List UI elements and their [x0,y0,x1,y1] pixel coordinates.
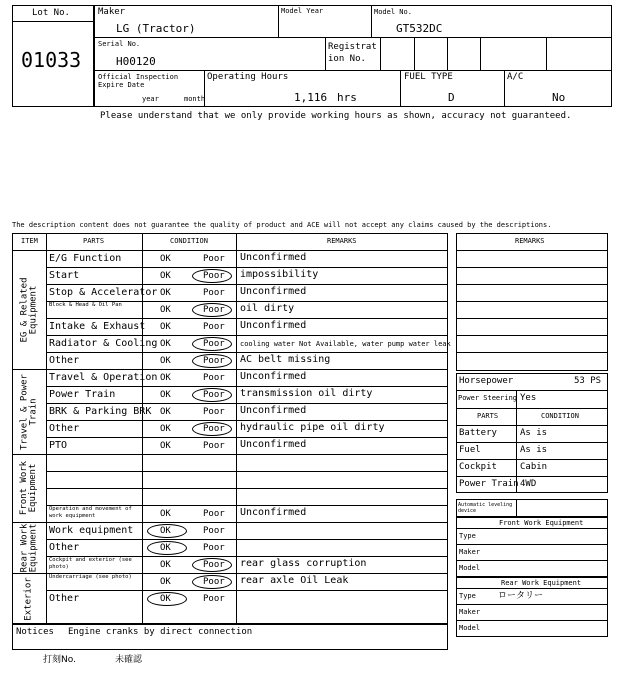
rear-type-value: ロータリー [498,591,544,601]
month-label: month [184,95,206,103]
part-label: Travel & Operation [49,372,158,383]
circle-ok-mark [147,524,187,538]
remark-text: cooling water Not Available, water pump water leak [240,340,451,348]
part-label: Other [49,542,80,553]
condition-ok: OK [160,254,171,264]
circle-ok-mark [147,592,187,606]
battery-value: As is [520,428,548,438]
condition-poor: Poor [203,339,225,349]
model-no-label: Model No. [374,8,412,16]
table-row [46,318,448,335]
year-label: year [142,95,159,103]
table-row [46,267,448,284]
condition-poor: Poor [203,373,225,383]
condition-ok: OK [160,543,171,553]
condition-poor: Poor [203,390,225,400]
condition-poor: Poor [203,356,225,366]
stamp-value: 未確認 [115,655,143,665]
condition-ok: OK [160,441,171,451]
fuel-type-value: D [448,91,455,104]
part-label: Other [49,423,80,434]
condition-poor: Poor [203,322,225,332]
hours-note: Please understand that we only provide working hours as shown, accuracy not guaranteed. [100,111,572,121]
condition-ok: OK [160,322,171,332]
condition-ok: OK [160,390,171,400]
circle-ok-mark [147,541,187,555]
table-row [46,437,448,454]
circle-poor-mark [192,575,232,589]
part-label: Other [49,593,80,604]
power-steering-value: Yes [520,393,537,403]
remark-text: Unconfirmed [240,286,307,297]
circle-poor-mark [192,558,232,572]
registration-label: Registration No. [328,42,377,64]
header-parts: PARTS [83,237,105,245]
condition-poor: Poor [203,509,225,519]
horsepower-value: 53 PS [574,376,602,386]
model-no-value: GT532DC [396,22,443,35]
condition-ok: OK [160,356,171,366]
remark-text: Unconfirmed [240,320,307,331]
table-row [46,556,448,573]
condition-poor: Poor [203,407,225,417]
hours-label: Operating Hours [207,72,289,82]
hours-value: 1,116 [294,91,328,104]
part-label: PTO [49,440,68,451]
remark-text: transmission oil dirty [240,388,373,399]
part-label: Power Train [49,389,116,400]
part-label: Block & Head & Oil Pan [49,302,122,308]
circle-poor-mark [192,269,232,283]
table-row [46,573,448,590]
remarks-box [456,233,608,371]
parts-header: PARTS [477,412,499,420]
rear-maker-label: Maker [459,608,481,616]
fuel-value: As is [520,445,548,455]
rear-model-label: Model [459,624,481,632]
maker-value: LG (Tractor) [116,22,196,35]
auto-leveling-label: Automatic leveling device [458,502,513,514]
remark-text: AC belt missing [240,354,331,365]
table-row [46,505,448,522]
group-label-rear-work-equipment: Rear Work Equipment [18,523,38,572]
ac-value: No [552,91,566,104]
part-label: E/G Function [49,253,122,264]
condition-ok: OK [160,424,171,434]
header-remarks: REMARKS [327,237,357,245]
model-year-label: Model Year [281,7,324,15]
rear-type-label: Type [459,592,476,600]
condition-ok: OK [160,560,171,570]
lot-value: 01033 [21,48,82,72]
condition-poor: Poor [203,560,225,570]
condition-ok: OK [160,526,171,536]
part-label: Work equipment [49,525,134,536]
table-row [46,522,448,539]
group-label-exterior: Exterior [23,576,34,621]
table-row [46,284,448,301]
front-type-label: Type [459,532,476,540]
cockpit-value: Cabin [520,462,548,472]
condition-poor: Poor [203,441,225,451]
serial-value: H00120 [116,55,156,68]
table-row [46,352,448,369]
remark-text: Unconfirmed [240,405,307,416]
group-label-travel-power-train: Travel & Power Train [18,373,38,450]
part-label: Undercarriage (see photo) [49,574,132,580]
circle-poor-mark [192,422,232,436]
condition-ok: OK [160,305,171,315]
serial-label: Serial No. [98,40,141,48]
circle-poor-mark [192,354,232,368]
remark-text: Unconfirmed [240,252,307,263]
notices-value: Engine cranks by direct connection [68,627,253,637]
remark-text: rear glass corruption [240,558,367,569]
battery-label: Battery [459,428,497,438]
table-row [46,471,448,488]
table-row [46,301,448,318]
circle-poor-mark [192,388,232,402]
table-row [46,250,448,267]
circle-poor-mark [192,303,232,317]
rear-work-header: Rear Work Equipment [501,579,582,587]
condition-poor: Poor [203,271,225,281]
condition-header: CONDITION [541,412,579,420]
front-maker-label: Maker [459,548,481,556]
condition-poor: Poor [203,526,225,536]
condition-poor: Poor [203,254,225,264]
remark-text: Unconfirmed [240,439,307,450]
maker-label: Maker [98,7,126,17]
remark-text: Unconfirmed [240,507,307,518]
remark-text: rear axle Oil Leak [240,575,349,586]
part-label: Stop & Accelerator [49,287,158,298]
part-label: Other [49,355,80,366]
condition-poor: Poor [203,288,225,298]
horsepower-label: Horsepower [459,376,514,386]
table-row [46,420,448,437]
notices-label: Notices [16,627,54,637]
condition-ok: OK [160,577,171,587]
condition-poor: Poor [203,594,225,604]
table-row [46,539,448,556]
condition-ok: OK [160,594,171,604]
power-train-value: 4WD [520,479,537,489]
fuel-type-label: FUEL TYPE [404,72,453,82]
table-row [46,386,448,403]
remark-text: oil dirty [240,303,295,314]
front-work-header: Front Work Equipment [499,519,584,527]
front-model-label: Model [459,564,481,572]
table-row [46,403,448,420]
remark-text: impossibility [240,269,319,280]
header-item: ITEM [21,237,38,245]
condition-ok: OK [160,407,171,417]
hours-unit: hrs [337,91,357,104]
table-row [46,369,448,386]
power-steering-label: Power Steering [458,394,518,402]
part-label: Start [49,270,80,281]
condition-ok: OK [160,288,171,298]
power-train-label: Power Train [459,479,519,489]
part-label: Intake & Exhaust [49,321,146,332]
group-label-eg-related-equipment: EG & Related Equipment [18,276,38,343]
part-label: Cockpit and exterior (see photo) [49,557,132,570]
table-row [46,335,451,352]
condition-ok: OK [160,373,171,383]
condition-poor: Poor [203,543,225,553]
circle-poor-mark [192,337,232,351]
stamp-label: 打刻No. [43,655,76,665]
lot-label: Lot No. [32,8,70,18]
condition-ok: OK [160,339,171,349]
disclaimer: The description content does not guarantee the quality of product and ACE will not accept any claims caused by the descriptions. [12,221,552,229]
header-condition: CONDITION [170,237,208,245]
fuel-label: Fuel [459,445,481,455]
table-row [46,590,448,607]
part-label: BRK & Parking BRK [49,406,152,417]
cockpit-label: Cockpit [459,462,497,472]
ac-label: A/C [507,72,524,82]
part-label: Radiator & Cooling [49,338,158,349]
remark-text: Unconfirmed [240,371,307,382]
group-label-front-work-equipment: Front Work Equipment [18,460,38,516]
remarks-header: REMARKS [515,237,545,245]
table-row [46,454,448,471]
table-row [46,488,448,505]
condition-poor: Poor [203,305,225,315]
condition-poor: Poor [203,577,225,587]
part-label: Operation and movement of work equipment [49,506,132,519]
condition-ok: OK [160,271,171,281]
inspection-label: Official Inspection Expire Date [98,73,179,89]
condition-ok: OK [160,509,171,519]
remark-text: hydraulic pipe oil dirty [240,422,385,433]
condition-poor: Poor [203,424,225,434]
